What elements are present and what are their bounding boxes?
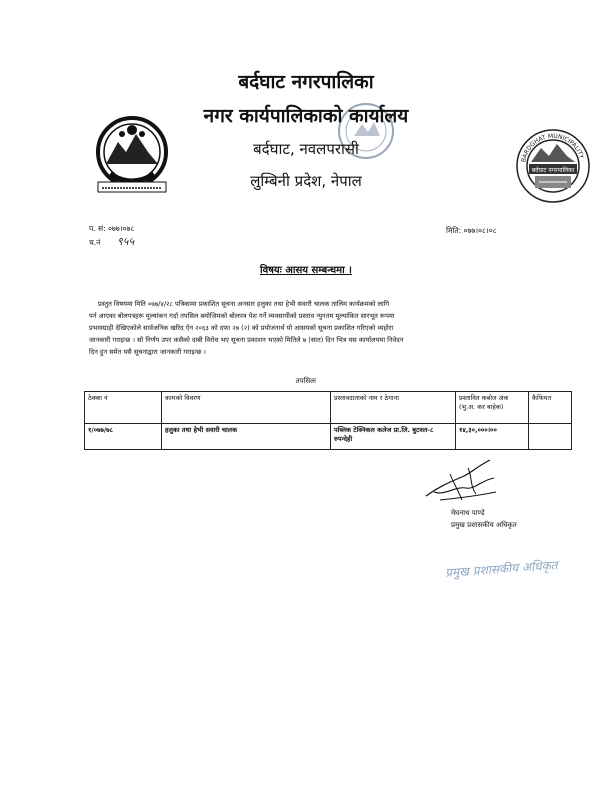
- signer-title: प्रमुख प्रशासकीय अधिकृत: [451, 521, 517, 529]
- municipality-logo-arc-text: BARDGHAT MUNICIPALITY: [520, 132, 585, 163]
- municipality-logo-inner-text: बर्दघाट नगरपालिका: [531, 167, 575, 174]
- handwritten-signature: [420, 456, 500, 504]
- body-line: पर्न आएका बोलपत्रहरू मूल्यांकन गर्दा तपसिल बमोजिमको बोलपत्र पेश गर्ने व्यवसायीको प्रस्ताव न्युनतम मूल्यांकित सारभूत रूपमा: [89, 312, 395, 320]
- dispatch-number-handwritten: ९५५: [117, 235, 135, 248]
- header-contract-no: ठेक्का नं: [85, 392, 162, 424]
- header-description: कामको विवरण: [162, 392, 331, 424]
- cell-bidder: पब्लिक टेक्निकल कलेज प्रा.लि. बुटवल-८ रुपन्देही: [331, 424, 456, 450]
- address-line-1: बर्दघाट, नवलपरासी: [253, 140, 359, 158]
- body-line: दिन हुन समेत यसै सूचनाद्वारा जानकारी गराइन्छ ।: [89, 348, 206, 356]
- signer-name: मेघनाथ पाण्डे: [451, 509, 485, 517]
- table-header-row: [85, 392, 572, 424]
- subject-line: विषयः आसय सम्बन्धमा ।: [260, 265, 352, 276]
- org-name: बर्दघाट नगरपालिका: [238, 71, 374, 93]
- cell-amount: १४,३०,०००।००: [456, 424, 529, 450]
- reference-number: प. सं: ०७७।०७८: [89, 224, 135, 233]
- body-line: जानकारी गराइन्छ । सो निर्णय उपर कसैको दाबी विरोध भए सूचना प्रकाशन भएको मितिले ७ (सात) दिन भित्र यस कार्यालयमा निवेदन: [89, 336, 404, 344]
- dispatch-number-label: च.नं: [89, 238, 101, 247]
- designation-stamp: प्रमुख प्रशासकीय अधिकृत: [444, 558, 559, 580]
- details-table: [84, 391, 572, 450]
- cell-description: हलुका तथा हेभी सवारी चालक: [162, 424, 331, 450]
- letter-date: मिति: ०७७।०८।०८: [446, 226, 497, 235]
- table-row: [85, 424, 572, 450]
- header-amount: प्रस्तावित कबोल अंक (भु.अ. कर बाहेक): [456, 392, 529, 424]
- address-line-2: लुम्बिनी प्रदेश, नेपाल: [250, 172, 362, 190]
- body-line: प्रभावग्राही देखिएकोले सार्वजनिक खरिद ऐन २०६३ को दफा २७ (२) को प्रयोजनार्थ यो आसयको सूचना प्रकाशित गरिएको व्यहोरा: [89, 324, 394, 332]
- office-name: नगर कार्यपालिकाको कार्यालय: [203, 105, 409, 127]
- cell-contract-no: १/०७७/७८: [85, 424, 162, 450]
- details-table-title: तपसिलः: [295, 377, 317, 385]
- cell-remarks: [529, 424, 572, 450]
- header-remarks: कैफियत: [529, 392, 572, 424]
- body-line: प्रस्तुत विषयमा मिति ०७७/४/२८ पत्रिकामा प्रकाशित सूचना अनसार हलुका तथा हेभी सवारी चालक तालिम कार्यक्रमको लागि: [98, 300, 390, 308]
- header-bidder: प्रस्तावदाताको नाम र ठेगाना: [331, 392, 456, 424]
